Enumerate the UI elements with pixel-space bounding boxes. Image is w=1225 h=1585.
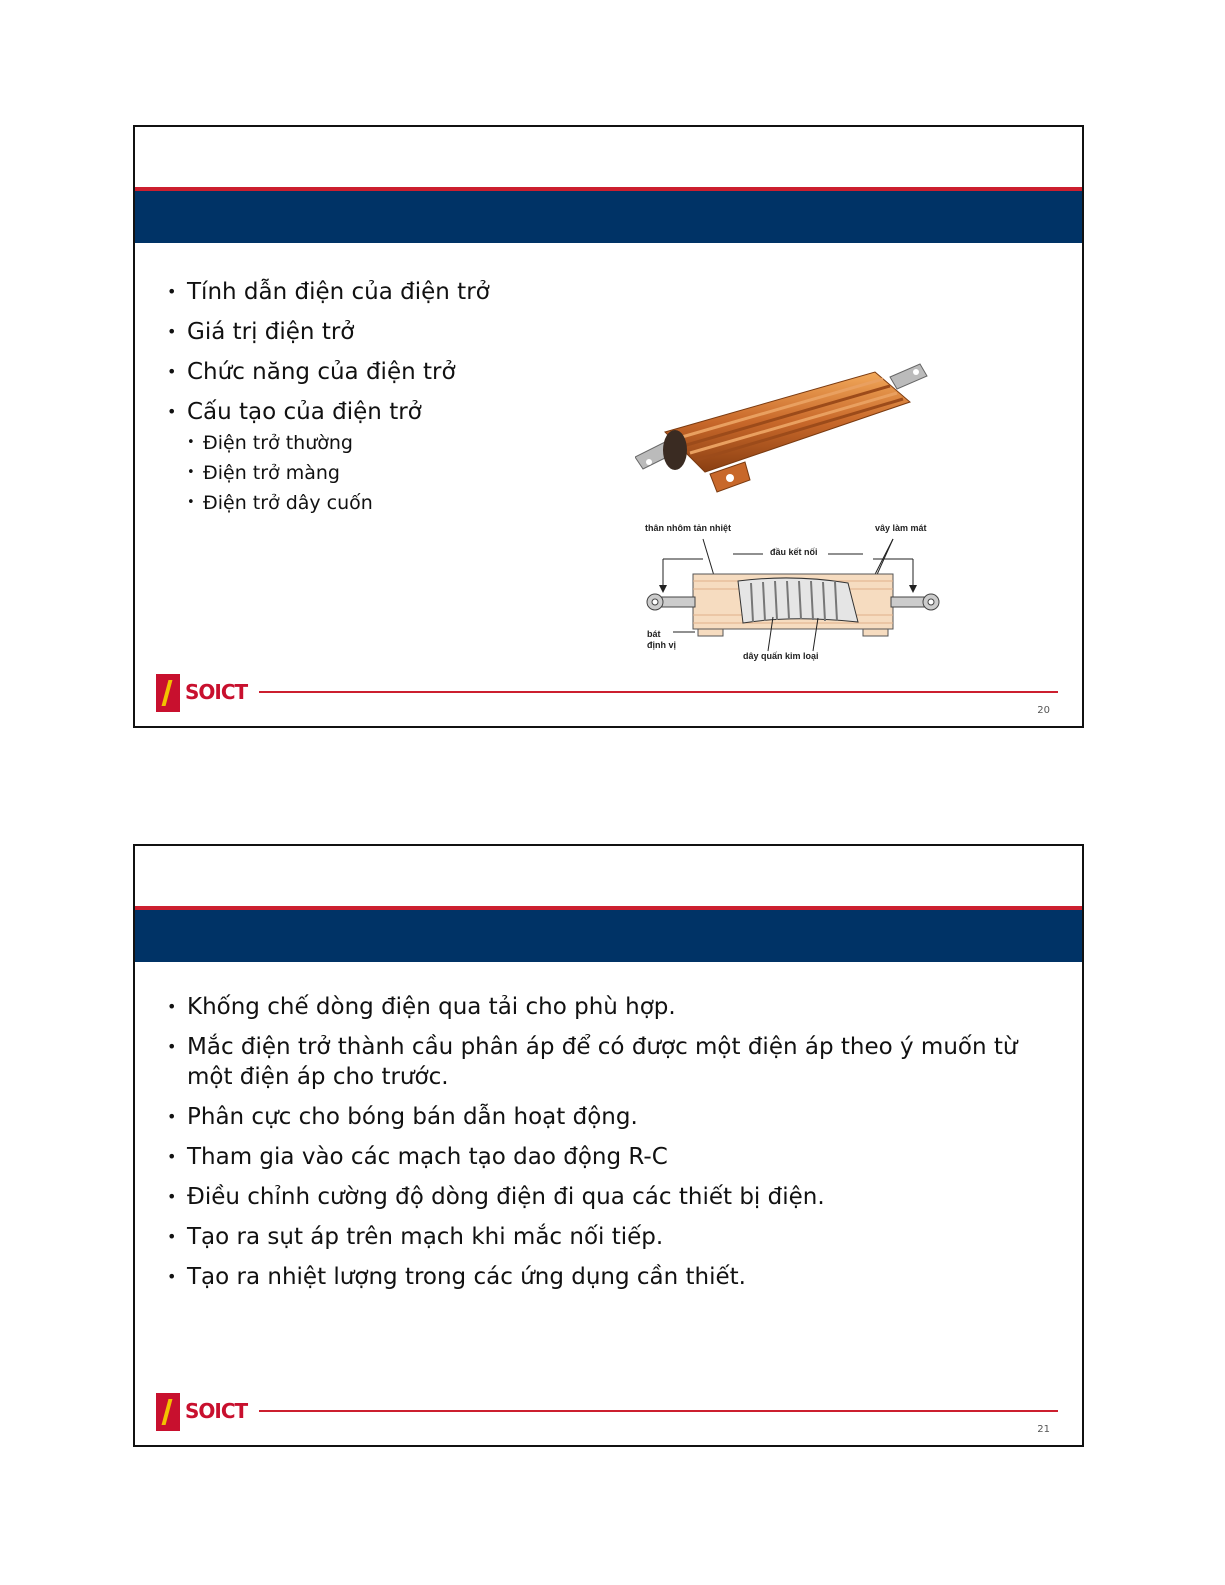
- resistor-photo: [635, 362, 935, 512]
- bullet-item: • Chức năng của điện trở: [165, 357, 490, 387]
- label-cooling-fins: vây làm mát: [875, 523, 927, 533]
- sub-bullet-item: • Điện trở màng: [187, 461, 490, 485]
- sub-bullet-item: • Điện trở thường: [187, 431, 490, 455]
- soict-logo: [156, 1393, 256, 1431]
- logo-text: SOICT: [185, 1399, 248, 1423]
- bullet-item: • Tính dẫn điện của điện trở: [165, 277, 490, 307]
- bullet-item: • Phân cực cho bóng bán dẫn hoạt động.: [165, 1102, 1045, 1132]
- bullet-item: • Mắc điện trở thành cầu phân áp để có được một điện áp theo ý muốn từ một điện áp cho trước.: [165, 1032, 1045, 1092]
- bullet-item: • Tham gia vào các mạch tạo dao động R-C: [165, 1142, 1045, 1172]
- page-number: 20: [1037, 705, 1050, 716]
- title-band: [135, 187, 1082, 243]
- logo-text: SOICT: [185, 680, 248, 704]
- bullet-list: [165, 277, 490, 525]
- label-metal-wire: dây quấn kim loại: [743, 651, 819, 661]
- label-mounting-bolt-2: định vị: [647, 640, 676, 650]
- sub-bullet-item: • Điện trở dây cuốn: [187, 491, 490, 515]
- label-mounting-bolt-1: bát: [647, 629, 661, 639]
- cross-section-diagram: [643, 519, 943, 669]
- title-band: [135, 906, 1082, 962]
- slide-21: [133, 844, 1084, 1447]
- bullet-item: • Điều chỉnh cường độ dòng điện đi qua các thiết bị điện.: [165, 1182, 1045, 1212]
- logo-emblem-icon: [156, 674, 180, 712]
- bullet-item: • Giá trị điện trở: [165, 317, 490, 347]
- sub-bullet-list: [187, 431, 490, 515]
- bullet-item: • Khống chế dòng điện qua tải cho phù hợp.: [165, 992, 1045, 1022]
- logo-emblem-icon: [156, 1393, 180, 1431]
- bullet-text: Cấu tạo của điện trở: [187, 399, 422, 425]
- footer-divider: [259, 1410, 1058, 1412]
- bullet-list: [165, 992, 1045, 1302]
- bullet-item: • Tạo ra sụt áp trên mạch khi mắc nối tiếp.: [165, 1222, 1045, 1252]
- label-connector-end: đầu kết nối: [770, 547, 818, 557]
- soict-logo: [156, 674, 256, 712]
- bullet-item: • Tạo ra nhiệt lượng trong các ứng dụng cần thiết.: [165, 1262, 1045, 1292]
- slide-20: [133, 125, 1084, 728]
- bullet-item-with-sub: [165, 397, 490, 515]
- label-heat-sink-body: thân nhôm tản nhiệt: [645, 523, 731, 533]
- page-number: 21: [1037, 1424, 1050, 1435]
- footer-divider: [259, 691, 1058, 693]
- diagram-drawing: [643, 519, 943, 669]
